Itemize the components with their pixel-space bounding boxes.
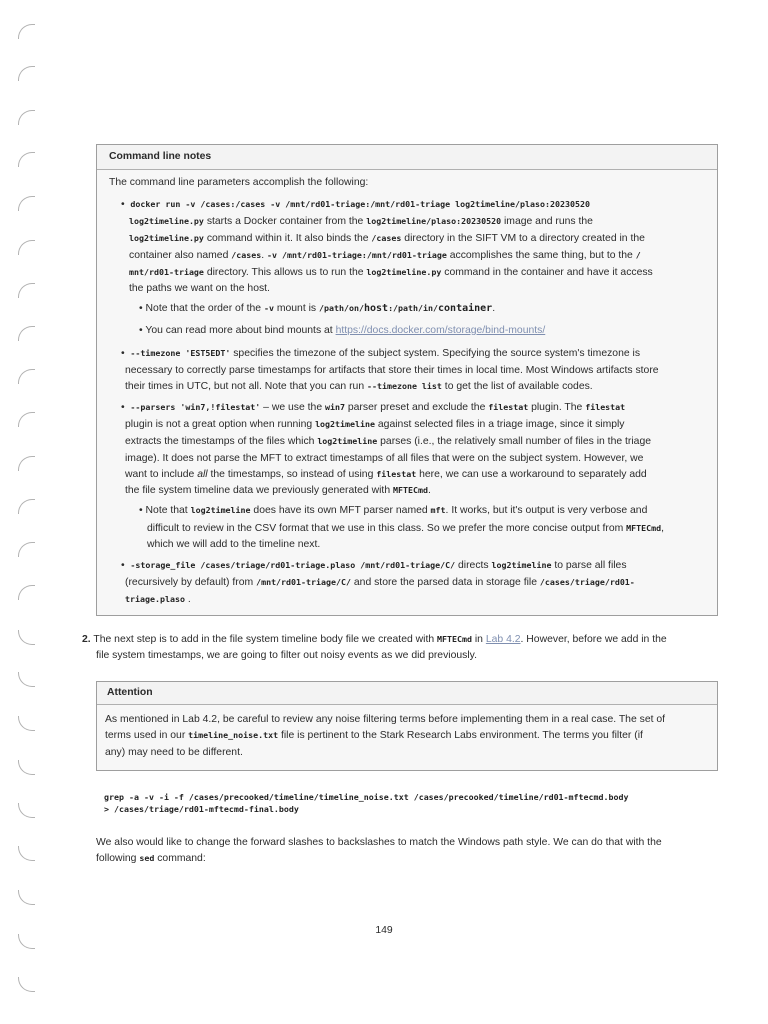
binder-hole — [18, 542, 35, 557]
bullet-timezone-line-2: necessary to correctly parse timestamps for artifacts that store their times in local time. Most Windows artifacts store — [125, 365, 659, 376]
binder-hole — [18, 630, 35, 645]
binder-hole — [18, 716, 35, 731]
page-number: 149 — [375, 925, 393, 936]
binder-hole — [18, 499, 35, 514]
binder-hole — [18, 196, 35, 211]
binder-hole — [18, 326, 35, 341]
bullet-timezone-line-3: their times in UTC, but not all. Note that you can run --timezone list to get the list of available codes. — [125, 381, 593, 392]
binder-hole — [18, 110, 35, 125]
attention-line-1: As mentioned in Lab 4.2, be careful to review any noise filtering terms before implementing them in a real case. The set of — [105, 714, 666, 725]
attention-title: Attention — [107, 687, 153, 698]
bullet-storage-line-2: (recursively by default) from /mnt/rd01-triage/C/ and store the parsed data in storage file /cases/triage/rd01- — [125, 577, 635, 588]
attention-header — [97, 682, 717, 705]
binder-hole — [18, 846, 35, 861]
sub-bullet-bind-mounts: • You can read more about bind mounts at https://docs.docker.com/storage/bind-mounts/ — [139, 325, 546, 336]
step-2-line-2: file system timestamps, we are going to filter out noisy events as we did previously. — [96, 650, 477, 661]
bullet-docker-line-2: log2timeline.py starts a Docker container from the log2timeline/plaso:20230520 image and runs the — [129, 216, 593, 227]
binder-hole — [18, 24, 35, 39]
binder-hole — [18, 240, 35, 255]
bullet-docker-line-3: log2timeline.py command within it. It also binds the /cases directory in the SIFT VM to a directory created in the — [129, 233, 645, 244]
bullet-timezone-line-1: • --timezone 'EST5EDT' specifies the timezone of the subject system. Specifying the source system's timezone is — [121, 348, 641, 359]
binder-hole — [18, 66, 35, 81]
bullet-docker-line-5: mnt/rd01-triage directory. This allows us to run the log2timeline.py command in the container and have it access — [129, 267, 653, 278]
binder-hole — [18, 585, 35, 600]
binder-hole — [18, 803, 35, 818]
binder-hole — [18, 283, 35, 298]
command-line-notes-box — [96, 144, 718, 616]
command-line-2: > /cases/triage/rd01-mftecmd-final.body — [104, 804, 299, 814]
bullet-storage-line-3: triage.plaso . — [125, 594, 191, 605]
bullet-parsers-line-4: image). It does not parse the MFT to extract timestamps of all files that were on the subject system. However, we — [125, 453, 644, 464]
sed-paragraph-line-1: We also would like to change the forward slashes to backslashes to match the Windows path style. We can do that with the — [96, 837, 662, 848]
binder-hole — [18, 672, 35, 687]
bullet-parsers-line-3: extracts the timestamps of the files which log2timeline parses (i.e., the relatively small number of files in the triage — [125, 436, 652, 447]
bullet-parsers-line-1: • --parsers 'win7,!filestat' – we use the win7 parser preset and exclude the filestat plugin. The filestat — [121, 402, 626, 413]
command-line-1: grep -a -v -i -f /cases/precooked/timeline/timeline_noise.txt /cases/precooked/timeline/rd01-mftecmd.body — [104, 792, 629, 802]
binder-hole — [18, 152, 35, 167]
binder-hole — [18, 369, 35, 384]
attention-box — [96, 681, 718, 771]
bullet-docker-line-1: • docker run -v /cases:/cases -v /mnt/rd01-triage:/mnt/rd01-triage log2timeline/plaso:20230520 — [121, 199, 590, 210]
note-intro: The command line parameters accomplish the following: — [109, 177, 369, 188]
sub-bullet-mount-order: • Note that the order of the -v mount is /path/on/host:/path/in/container. — [139, 303, 496, 314]
bullet-docker-line-4: container also named /cases. -v /mnt/rd01-triage:/mnt/rd01-triage accomplishes the same thing, but to the / — [129, 250, 641, 261]
bullet-storage-line-1: • -storage_file /cases/triage/rd01-triage.plaso /mnt/rd01-triage/C/ directs log2timeline to parse all files — [121, 560, 627, 571]
sed-paragraph-line-2: following sed command: — [96, 853, 206, 864]
attention-line-3: any) may need to be different. — [105, 747, 243, 758]
note-title: Command line notes — [109, 151, 212, 162]
sub-bullet-mft-parser-line-3: which we will add to the timeline next. — [147, 539, 321, 550]
step-2-line-1: 2. The next step is to add in the file system timeline body file we created with MFTECmd in Lab 4.2. However, before we add in the — [82, 634, 667, 645]
bullet-parsers-line-5: want to include all the timestamps, so instead of using filestat here, we can use a workaround to separately add — [125, 469, 647, 480]
bullet-parsers-line-6: the file system timeline data we previously generated with MFTECmd. — [125, 485, 431, 496]
binder-hole — [18, 456, 35, 471]
sub-bullet-mft-parser-line-1: • Note that log2timeline does have its own MFT parser named mft. It works, but it's output is very verbose and — [139, 505, 648, 516]
binder-hole — [18, 412, 35, 427]
binder-hole — [18, 760, 35, 775]
bullet-parsers-line-2: plugin is not a great option when running log2timeline against selected files in a triage image, since it simply — [125, 419, 625, 430]
lab-4-2-link[interactable]: Lab 4.2 — [485, 634, 521, 645]
sub-bullet-mft-parser-line-2: difficult to review in the CSV format that we use in this class. So we prefer the more concise output from MFTECmd, — [147, 523, 665, 534]
step-number: 2. — [82, 634, 91, 645]
attention-line-2: terms used in our timeline_noise.txt file is pertinent to the Stark Research Labs environment. The terms you filter (if — [105, 730, 643, 741]
bullet-docker-line-6: the paths we want on the host. — [129, 283, 270, 294]
note-header — [97, 145, 717, 170]
binder-hole — [18, 890, 35, 905]
bind-mounts-link[interactable]: https://docs.docker.com/storage/bind-mounts/ — [335, 325, 546, 336]
binder-hole — [18, 977, 35, 992]
